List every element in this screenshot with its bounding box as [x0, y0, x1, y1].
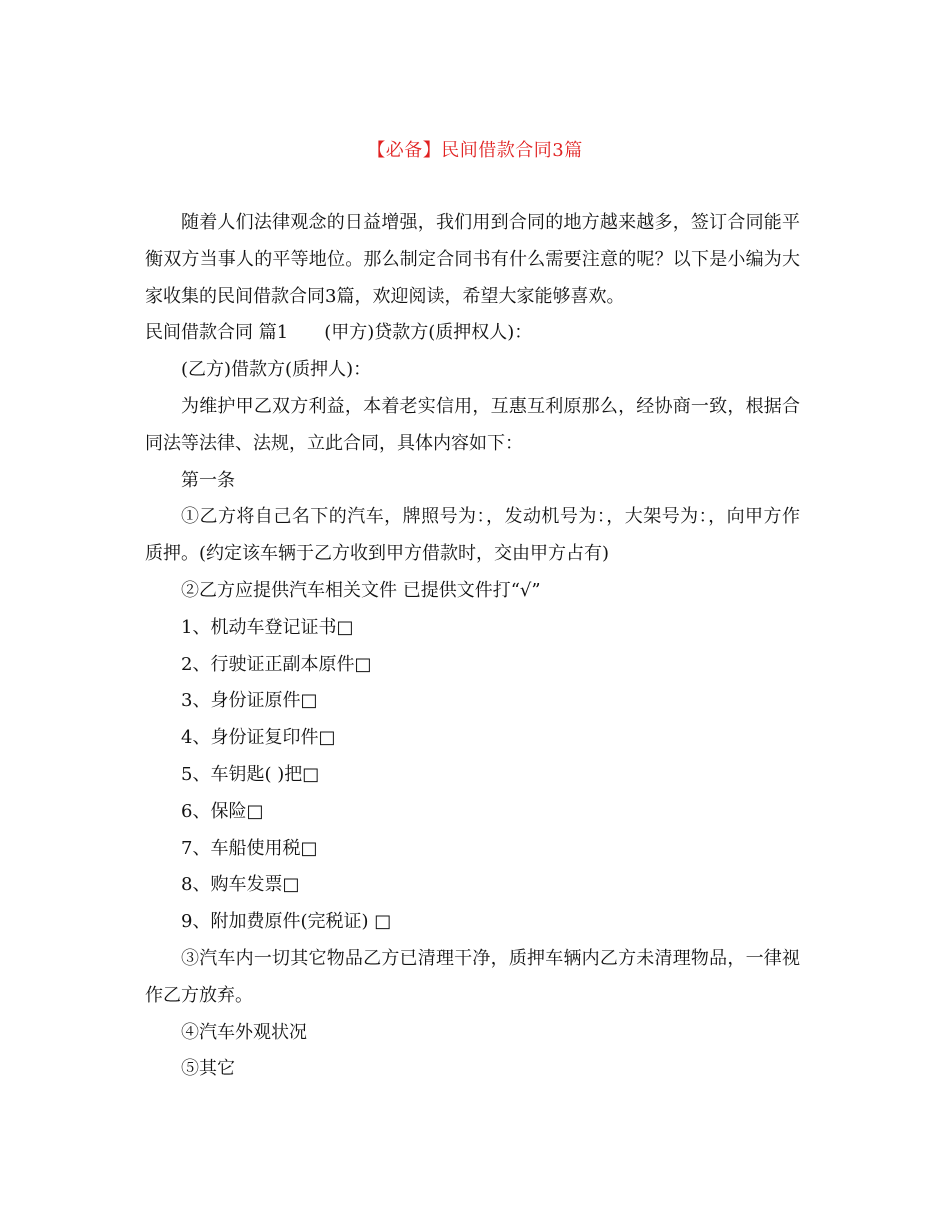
document-item: 2、行驶证正副本原件□ — [181, 653, 372, 675]
article-heading: 第一条 — [181, 469, 235, 491]
clause-4: ④汽车外观状况 — [181, 1021, 307, 1043]
document-item: 3、身份证原件□ — [181, 690, 318, 712]
document-item: 6、保险□ — [181, 800, 264, 822]
document-item: 1、机动车登记证书□ — [181, 616, 354, 638]
clause-3: ③汽车内一切其它物品乙方已清理干净，质押车辆内乙方未清理物品，一律视作乙方放弃。 — [145, 947, 800, 1006]
document-title: 【必备】民间借款合同3篇 — [367, 140, 583, 161]
document-item: 4、身份证复印件□ — [181, 727, 336, 749]
clause-5: ⑤其它 — [181, 1058, 235, 1080]
clause-2: ②乙方应提供汽车相关文件 已提供文件打“√” — [181, 579, 541, 601]
document-item: 5、车钥匙( )把□ — [181, 763, 320, 785]
party-a-label: (甲方)贷款方(质押权人)： — [324, 322, 533, 344]
document-item: 7、车船使用税□ — [181, 837, 318, 859]
section-heading: 民间借款合同 篇1 — [145, 322, 289, 344]
intro-paragraph: 随着人们法律观念的日益增强，我们用到合同的地方越来越多，签订合同能平衡双方当事人的平等地位。那么制定合同书有什么需要注意的呢？以下是小编为大家收集的民间借款合同3篇，欢迎阅读，希望大家能够喜欢。 — [145, 212, 800, 307]
document-body — [145, 205, 800, 1088]
section-heading-row — [145, 315, 800, 352]
clause-1: ①乙方将自己名下的汽车，牌照号为：，发动机号为：，大架号为：，向甲方作质押。(约定该车辆于乙方收到甲方借款时，交由甲方占有) — [145, 506, 800, 565]
preamble-paragraph: 为维护甲乙双方利益，本着老实信用，互惠互利原那么，经协商一致，根据合同法等法律、法规，立此合同，具体内容如下： — [145, 395, 800, 454]
document-item: 8、购车发票□ — [181, 874, 300, 896]
document-item: 9、附加费原件(完税证) □ — [181, 911, 392, 933]
party-b-label: (乙方)借款方(质押人)： — [181, 359, 372, 381]
